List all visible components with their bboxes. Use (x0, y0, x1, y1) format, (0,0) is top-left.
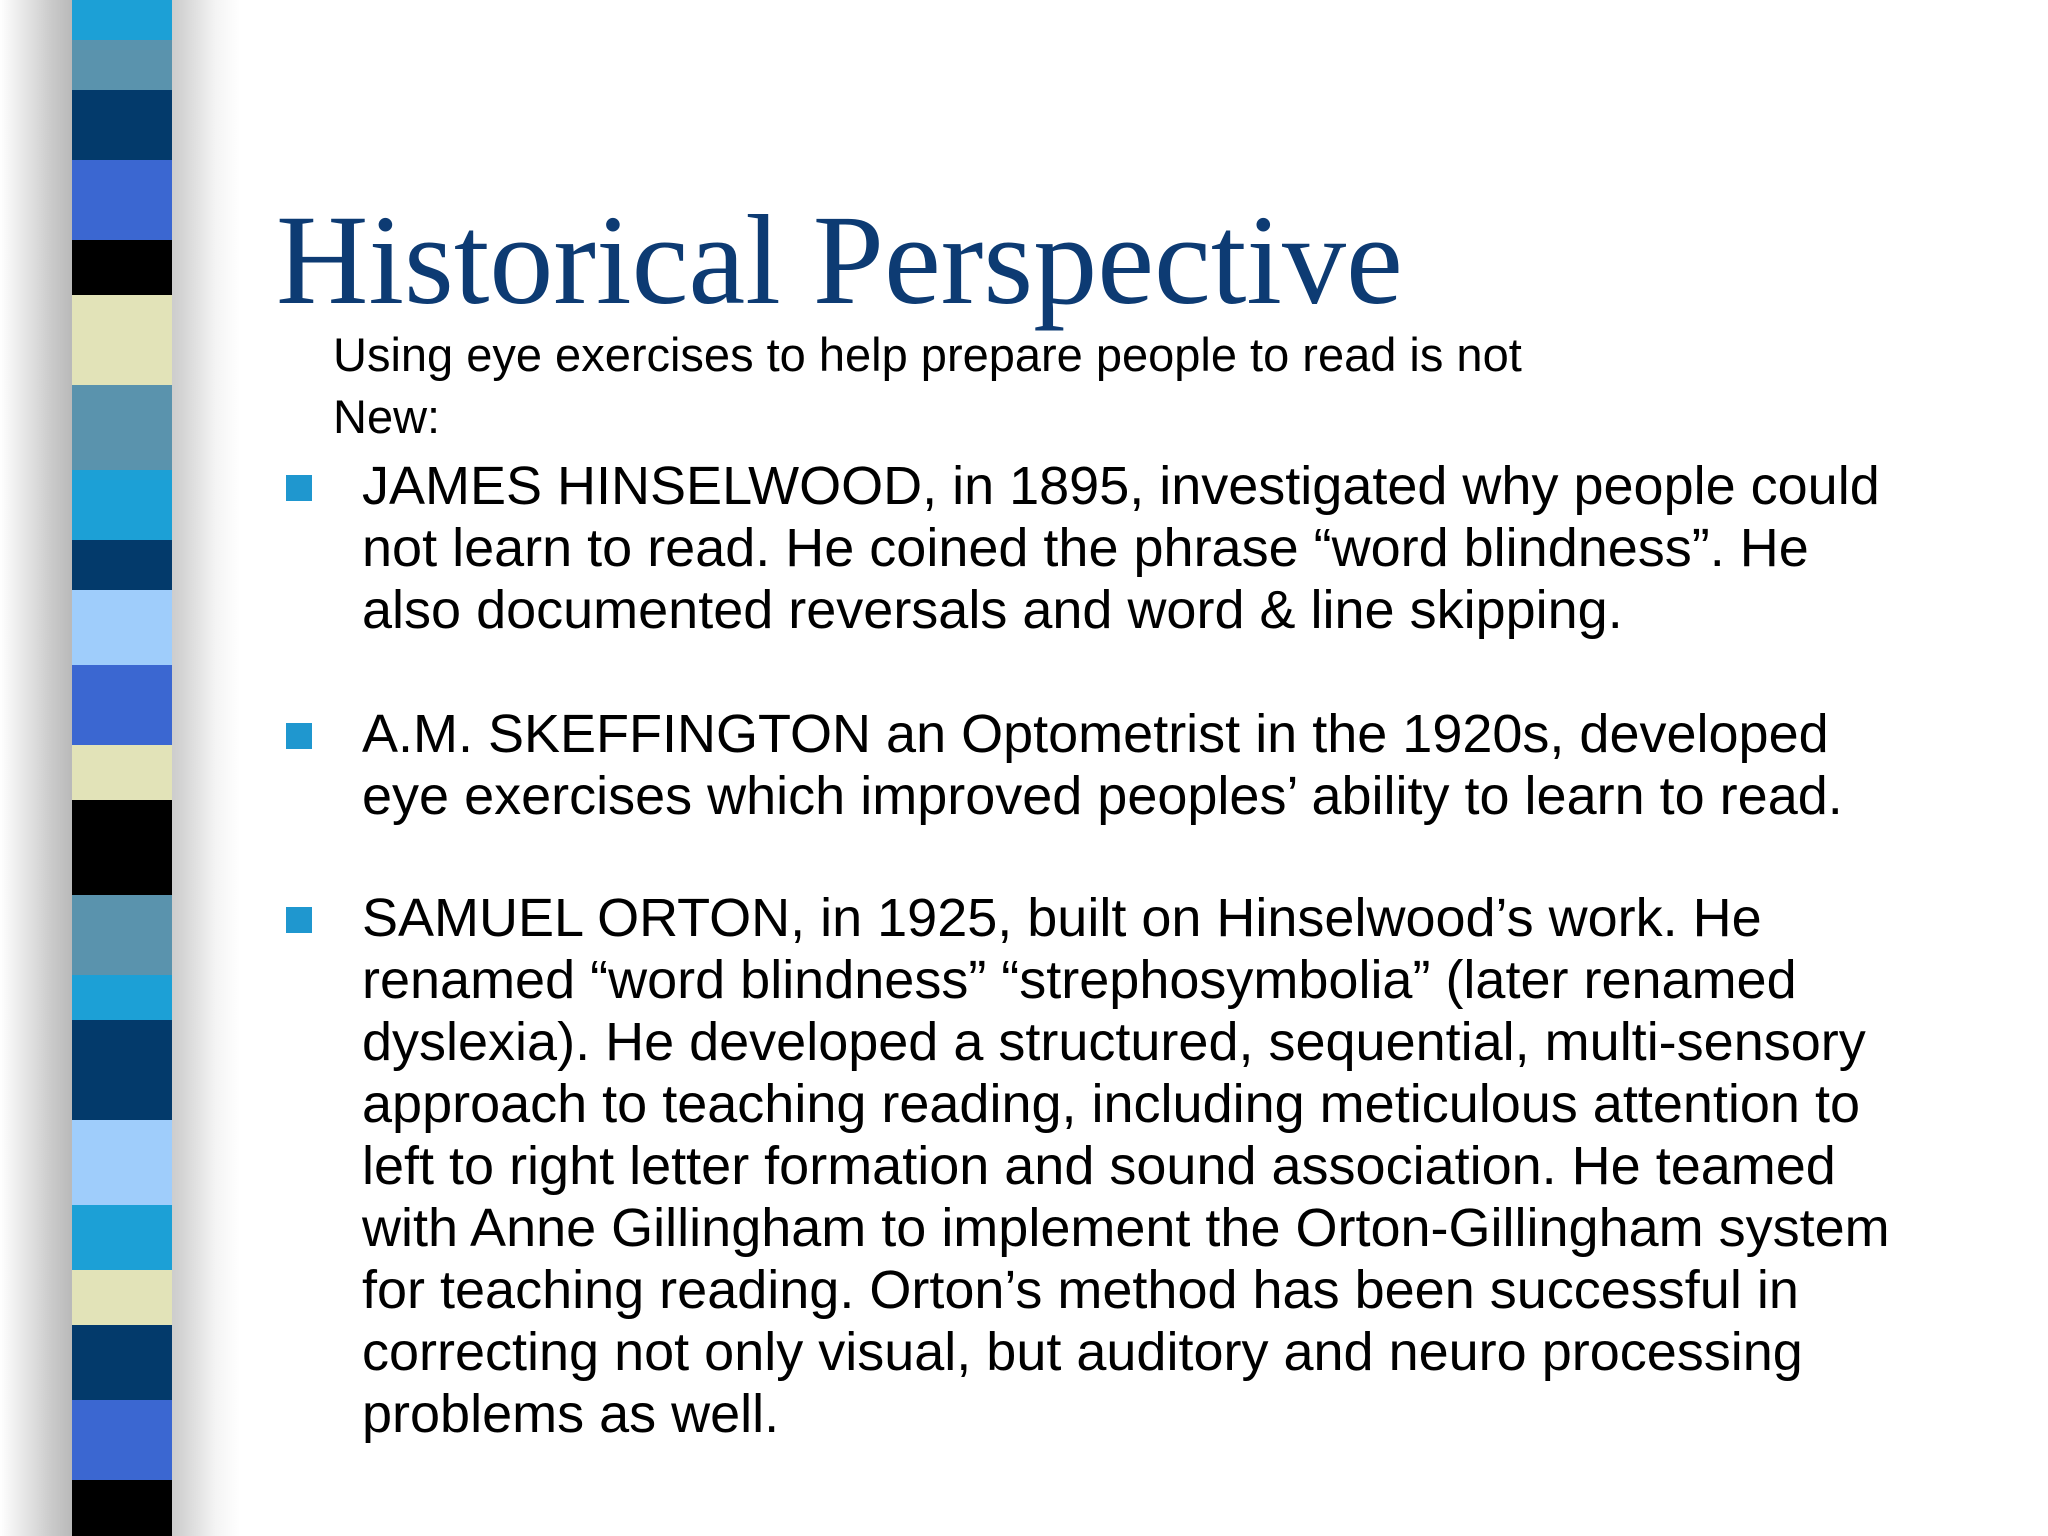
intro-text (333, 324, 1733, 448)
stripe-band (72, 385, 172, 470)
stripe-band (72, 470, 172, 540)
stripe-band (72, 975, 172, 1020)
bullet-line: not learn to read. He coined the phrase “word blindness”. He (362, 518, 1809, 578)
bullet-line: A.M. SKEFFINGTON an Optometrist in the 1920s, developed (362, 704, 1829, 764)
stripe-band (72, 665, 172, 745)
bullet-line: left to right letter formation and sound association. He teamed (362, 1136, 1836, 1196)
square-bullet-icon (286, 723, 312, 749)
stripe-band (72, 1205, 172, 1270)
stripe-band (72, 590, 172, 665)
decorative-stripe-bar (72, 0, 172, 1536)
stripe-band (72, 540, 172, 590)
bullet-line: also documented reversals and word & line skipping. (362, 580, 1623, 640)
intro-line: New: (333, 390, 441, 443)
stripe-band (72, 1400, 172, 1480)
stripe-band (72, 240, 172, 295)
bullet-line: correcting not only visual, but auditory and neuro processing (362, 1322, 1803, 1382)
bullet-line: SAMUEL ORTON, in 1925, built on Hinselwood’s work. He (362, 888, 1762, 948)
stripe-bar-graphic (72, 0, 172, 1536)
stripe-band (72, 40, 172, 90)
bullet-line: for teaching reading. Orton’s method has been successful in (362, 1260, 1799, 1320)
stripe-band (72, 90, 172, 160)
bullet-text (362, 703, 1843, 827)
stripe-band (72, 295, 172, 385)
square-bullet-icon (286, 475, 312, 501)
bullet-text (362, 455, 1880, 641)
bullet-line: approach to teaching reading, including meticulous attention to (362, 1074, 1860, 1134)
bullet-line: renamed “word blindness” “strephosymbolia” (later renamed (362, 950, 1797, 1010)
bullet-line: eye exercises which improved peoples’ ability to learn to read. (362, 766, 1843, 826)
stripe-band (72, 800, 172, 895)
stripe-band (72, 745, 172, 800)
bullet-line: JAMES HINSELWOOD, in 1895, investigated why people could (362, 456, 1880, 516)
stripe-band (72, 1270, 172, 1325)
stripe-band (72, 895, 172, 975)
bullet-line: dyslexia). He developed a structured, sequential, multi-sensory (362, 1012, 1866, 1072)
stripe-band (72, 0, 172, 40)
stripe-band (72, 160, 172, 240)
bullet-line: problems as well. (362, 1384, 780, 1444)
intro-line: Using eye exercises to help prepare people to read is not (333, 328, 1522, 381)
stripe-band (72, 1480, 172, 1536)
bullet-text (362, 887, 1890, 1445)
square-bullet-icon (286, 907, 312, 933)
stripe-band (72, 1325, 172, 1400)
slide-title: Historical Perspective (276, 189, 1403, 331)
stripe-band (72, 1020, 172, 1120)
bullet-line: with Anne Gillingham to implement the Orton-Gillingham system (362, 1198, 1890, 1258)
stripe-band (72, 1120, 172, 1205)
